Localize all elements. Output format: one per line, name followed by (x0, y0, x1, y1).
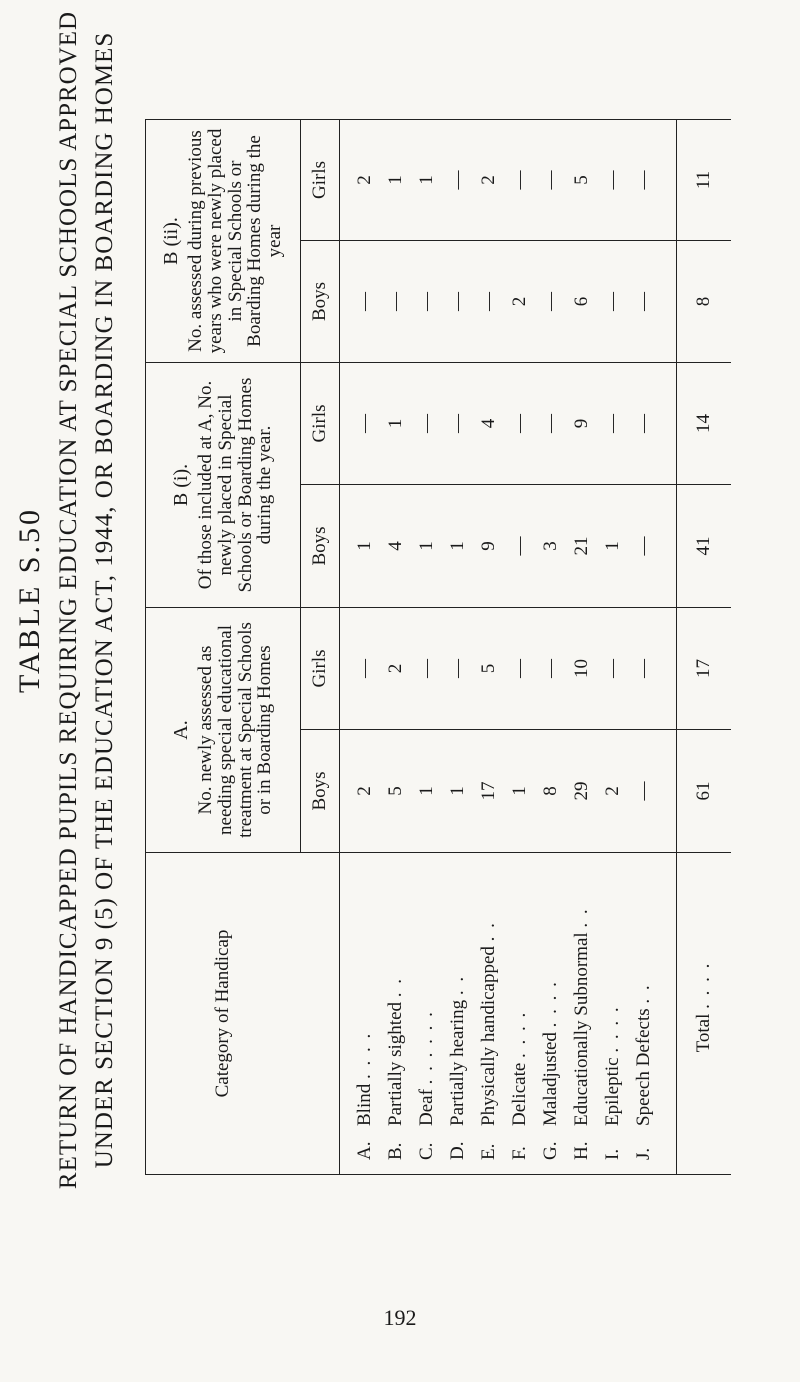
leader-dots: . . (571, 907, 592, 928)
table-row (443, 120, 474, 1175)
bi-girls-cell: — (339, 363, 381, 485)
a-boys-cell: 5 (381, 730, 412, 853)
column-a-description: No. newly assessed as needing special educational treatment at Special Schools or in Boarding Homes (194, 622, 276, 838)
table-row (629, 120, 660, 1175)
category-name: Deaf (416, 1089, 437, 1126)
category-cell (474, 853, 505, 1175)
category-letter: G. (540, 1141, 561, 1160)
a-girls-cell: — (536, 608, 567, 730)
leader-dots: . . . . . . (416, 1010, 437, 1085)
table-body (339, 120, 731, 1175)
table-row (381, 120, 412, 1175)
total-bii-boys: 8 (676, 241, 731, 363)
bii-girls-header: Girls (301, 120, 340, 241)
bii-girls-cell: — (505, 120, 536, 241)
bii-boys-cell: — (598, 241, 629, 363)
category-letter: F. (509, 1146, 530, 1160)
category-letter: A. (353, 1141, 375, 1160)
bi-girls-cell: — (505, 363, 536, 485)
category-cell (536, 853, 567, 1175)
a-boys-cell: — (629, 730, 660, 853)
total-leader-dots: . . . . (692, 961, 714, 1009)
category-cell (629, 853, 660, 1175)
total-a-boys: 61 (676, 730, 731, 853)
bi-boys-cell: — (629, 485, 660, 608)
category-subheader (301, 853, 340, 1175)
table-row (474, 120, 505, 1175)
total-bi-girls: 14 (676, 363, 731, 485)
bi-boys-header: Boys (301, 485, 340, 608)
column-bii-description: No. assessed during previous years who were newly placed in Special Schools or Boarding Homes during the year (184, 128, 286, 354)
bi-boys-cell: 1 (339, 485, 381, 608)
bi-boys-cell: 3 (536, 485, 567, 608)
leader-dots: . . . . (509, 1010, 530, 1058)
a-boys-cell: 1 (412, 730, 443, 853)
category-letter: E. (478, 1143, 499, 1160)
leader-dots: . . . . (540, 980, 561, 1028)
leader-dots: . . . . (602, 1005, 623, 1053)
bii-boys-cell: — (381, 241, 412, 363)
column-bii-header (146, 120, 301, 363)
bi-girls-cell: — (412, 363, 443, 485)
table-row (567, 120, 598, 1175)
table-row (598, 120, 629, 1175)
a-boys-cell: 2 (598, 730, 629, 853)
a-girls-cell: — (598, 608, 629, 730)
a-boys-header: Boys (301, 730, 340, 853)
category-cell (598, 853, 629, 1175)
leader-dots: . . (385, 976, 406, 998)
a-girls-cell: 10 (567, 608, 598, 730)
bi-boys-cell: 4 (381, 485, 412, 608)
category-letter: C. (416, 1142, 437, 1160)
category-name: Blind (353, 1083, 375, 1126)
bi-girls-cell: 4 (474, 363, 505, 485)
a-girls-cell: — (412, 608, 443, 730)
bi-girls-cell: 9 (567, 363, 598, 485)
bii-girls-cell: — (536, 120, 567, 241)
category-letter: B. (385, 1142, 406, 1160)
table-number: TABLE S.50 (13, 507, 46, 693)
category-name: Partially sighted (385, 1001, 406, 1126)
bii-boys-cell: — (536, 241, 567, 363)
table-row (339, 120, 381, 1175)
bi-girls-cell: — (443, 363, 474, 485)
category-letter: H. (571, 1141, 592, 1160)
total-bii-girls: 11 (676, 120, 731, 241)
category-cell (339, 853, 381, 1175)
a-boys-cell: 29 (567, 730, 598, 853)
category-name: Epileptic (602, 1057, 623, 1126)
bii-boys-cell: 6 (567, 241, 598, 363)
page-number: 192 (383, 1305, 417, 1330)
a-girls-cell: 2 (381, 608, 412, 730)
bi-girls-header: Girls (301, 363, 340, 485)
a-boys-cell: 8 (536, 730, 567, 853)
a-boys-cell: 1 (443, 730, 474, 853)
total-label-cell (676, 853, 731, 1175)
a-girls-header: Girls (301, 608, 340, 730)
category-cell (381, 853, 412, 1175)
bi-boys-cell: — (505, 485, 536, 608)
bii-boys-cell: — (412, 241, 443, 363)
category-letter: J. (633, 1147, 654, 1160)
category-cell (567, 853, 598, 1175)
bii-girls-cell: — (598, 120, 629, 241)
leader-dots: . . (447, 974, 468, 996)
column-a-header (146, 608, 301, 853)
column-a-label: A. (169, 720, 192, 740)
bii-girls-cell: 2 (474, 120, 505, 241)
bi-boys-cell: 1 (443, 485, 474, 608)
handicapped-pupils-table (145, 119, 731, 1175)
total-label: Total (692, 1013, 714, 1053)
category-cell (443, 853, 474, 1175)
bii-boys-header: Boys (301, 241, 340, 363)
bi-girls-cell: — (629, 363, 660, 485)
table-row (412, 120, 443, 1175)
bii-boys-cell: — (443, 241, 474, 363)
bi-boys-cell: 21 (567, 485, 598, 608)
a-boys-cell: 1 (505, 730, 536, 853)
bii-boys-cell: 2 (505, 241, 536, 363)
total-a-girls: 17 (676, 608, 731, 730)
bi-girls-cell: — (536, 363, 567, 485)
a-girls-cell: — (505, 608, 536, 730)
table-title-line-1: RETURN OF HANDICAPPED PUPILS REQUIRING EDUCATION AT SPECIAL SCHOOLS APPROVED (55, 10, 82, 1190)
bii-girls-cell: 1 (381, 120, 412, 241)
category-name: Delicate (509, 1062, 530, 1126)
column-bi-header (146, 363, 301, 608)
category-name: Maladjusted (540, 1032, 561, 1126)
a-girls-cell: — (443, 608, 474, 730)
category-name: Physically handicapped (478, 946, 499, 1126)
leader-dots: . . (478, 921, 499, 942)
leader-dots: . . . . (353, 1031, 375, 1080)
bii-boys-cell: — (474, 241, 505, 363)
a-girls-cell: — (629, 608, 660, 730)
column-bi-label: B (i). (169, 463, 192, 507)
bi-girls-cell: 1 (381, 363, 412, 485)
leader-dots: . . (633, 983, 654, 1004)
bii-girls-cell: — (629, 120, 660, 241)
category-name: Partially hearing (447, 999, 468, 1126)
column-bi-description: Of those included at A, No. newly placed in Special Schools or Boarding Homes during the year. (194, 377, 276, 593)
total-row (676, 120, 731, 1175)
bii-girls-cell: 2 (339, 120, 381, 241)
bii-boys-cell: — (629, 241, 660, 363)
bi-girls-cell: — (598, 363, 629, 485)
a-boys-cell: 2 (339, 730, 381, 853)
a-boys-cell: 17 (474, 730, 505, 853)
bii-girls-cell: 5 (567, 120, 598, 241)
bi-boys-cell: 9 (474, 485, 505, 608)
spacer-row (660, 120, 677, 1175)
category-letter: I. (602, 1148, 623, 1160)
category-letter: D. (447, 1141, 468, 1160)
category-cell (412, 853, 443, 1175)
a-girls-cell: 5 (474, 608, 505, 730)
bii-girls-cell: 1 (412, 120, 443, 241)
bii-girls-cell: — (443, 120, 474, 241)
bii-boys-cell: — (339, 241, 381, 363)
total-bi-boys: 41 (676, 485, 731, 608)
category-name: Educationally Subnormal (571, 932, 592, 1126)
table-row (536, 120, 567, 1175)
column-bii-label: B (ii). (159, 217, 182, 265)
category-cell (505, 853, 536, 1175)
category-header: Category of Handicap (146, 853, 301, 1175)
bi-boys-cell: 1 (598, 485, 629, 608)
category-name: Speech Defects (633, 1008, 654, 1126)
table-title-line-2: UNDER SECTION 9 (5) OF THE EDUCATION ACT, 1944, OR BOARDING IN BOARDING HOMES (91, 31, 118, 1169)
table-row (505, 120, 536, 1175)
a-girls-cell: — (339, 608, 381, 730)
bi-boys-cell: 1 (412, 485, 443, 608)
